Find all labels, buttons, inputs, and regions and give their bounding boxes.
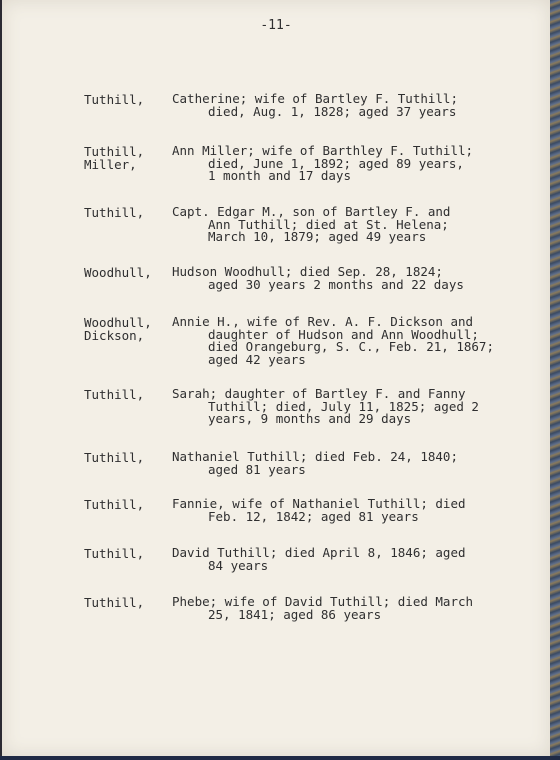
record-text: Phebe; wife of David Tuthill; died March 25, 1841; aged 86 years [172, 594, 474, 622]
record-text: Catherine; wife of Bartley F. Tuthill; died, Aug. 1, 1828; aged 37 years [172, 91, 458, 119]
surname: Woodhull, [84, 265, 152, 280]
record-text: Annie H., wife of Rev. A. F. Dickson and daughter of Hudson and Ann Woodhull; died Orangeburg, S. C., Feb. 21, 1867; aged 42 years [172, 314, 494, 367]
surname: Tuthill, [84, 92, 145, 107]
record-text: Hudson Woodhull; died Sep. 28, 1824; aged 30 years 2 months and 22 days [172, 264, 464, 292]
surname: Tuthill, [84, 595, 145, 610]
record-text: Nathaniel Tuthill; died Feb. 24, 1840; aged 81 years [172, 449, 458, 477]
book-spine-edge [550, 0, 560, 760]
record-text: Sarah; daughter of Bartley F. and Fanny Tuthill; died, July 11, 1825; aged 2 years, 9 months and 29 days [172, 386, 479, 426]
record-text: Capt. Edgar M., son of Bartley F. and Ann Tuthill; died at St. Helena; March 10, 1879; aged 49 years [172, 204, 451, 244]
surname: Tuthill, [84, 387, 145, 402]
surname: Tuthill, [84, 497, 145, 512]
page-bottom-edge [0, 756, 560, 760]
record-text: Fannie, wife of Nathaniel Tuthill; died Feb. 12, 1842; aged 81 years [172, 496, 466, 524]
surname: Tuthill, [84, 546, 145, 561]
record-text: Ann Miller; wife of Barthley F. Tuthill; died, June 1, 1892; aged 89 years, 1 month and 17 days [172, 143, 474, 183]
record-text: David Tuthill; died April 8, 1846; aged 84 years [172, 545, 466, 573]
document-page [2, 0, 550, 756]
surname: Tuthill, [84, 450, 145, 465]
surname: Woodhull, Dickson, [84, 315, 152, 343]
page-number: -11- [260, 18, 292, 33]
surname: Tuthill, [84, 205, 145, 220]
surname: Tuthill, Miller, [84, 144, 145, 172]
